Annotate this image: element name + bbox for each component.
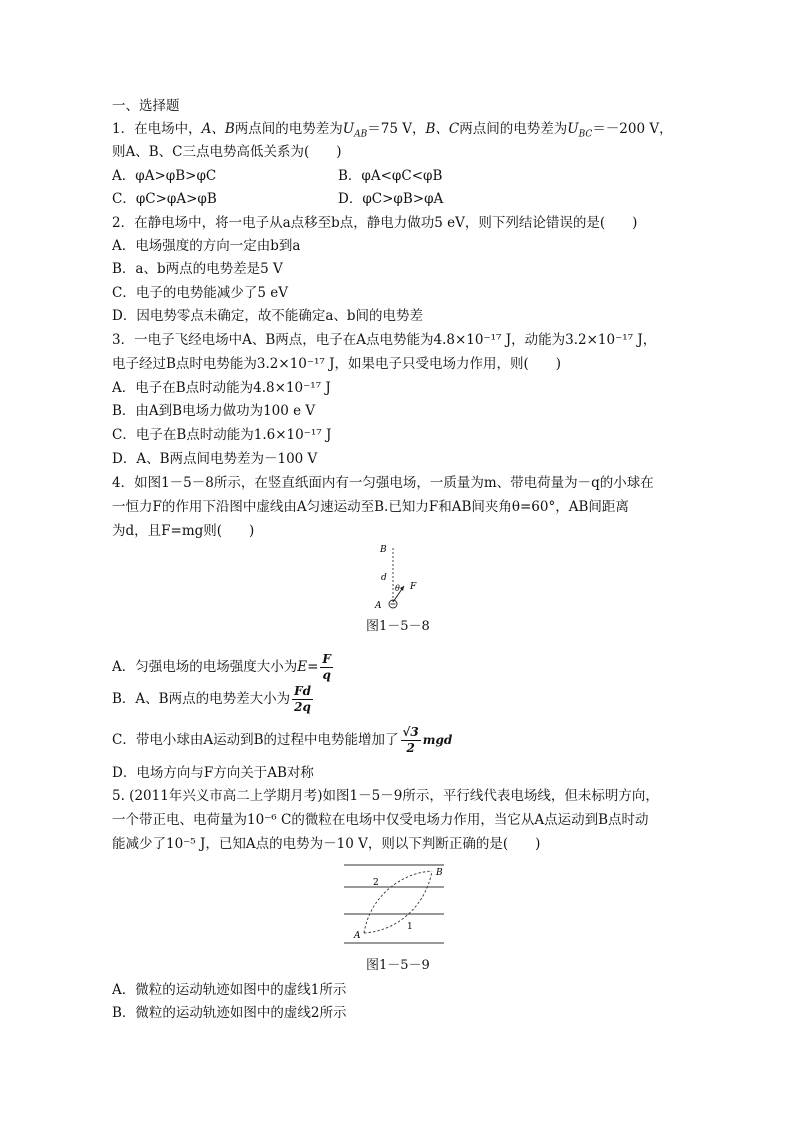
q1-option-b: B．φA<φC<φB bbox=[338, 168, 443, 184]
q4-option-d: D．电场方向与F方向关于AB对称 bbox=[112, 765, 314, 781]
figure-1-5-9 bbox=[340, 857, 450, 949]
q2-stem: 2．在静电场中，将一电子从a点移至b点，静电力做功5 eV，则下列结论错误的是( ) bbox=[112, 215, 638, 231]
q3-stem-line2: 电子经过B点时电势能为3.2×10⁻¹⁷ J，如果电子只受电场力作用，则( ) bbox=[112, 356, 562, 372]
q4-stem-line2: 一恒力F的作用下沿图中虚线由A匀速运动至B.已知力F和AB间夹角θ=60°，AB间距离 bbox=[112, 499, 629, 515]
fig9-label-2: 2 bbox=[373, 878, 379, 888]
q3-stem-line1: 3．一电子飞经电场中A、B两点，电子在A点电势能为4.8×10⁻¹⁷ J，动能为3.2×10⁻¹⁷ J， bbox=[112, 332, 657, 348]
q4-option-a: A．匀强电场的电场强度大小为E= $\frac{F}{q}$ bbox=[112, 652, 331, 682]
q2-option-b: B．a、b两点的电势差是5 V bbox=[112, 261, 283, 277]
q3-option-b: B．由A到B电场力做功为100 e V bbox=[112, 403, 316, 419]
q3-option-a: A．电子在B点时动能为4.8×10⁻¹⁷ J bbox=[112, 380, 331, 396]
q2-option-c: C．电子的电势能减少了5 eV bbox=[112, 285, 288, 301]
q1-option-c: C．φC>φA>φB bbox=[112, 191, 217, 207]
q4-c-fraction: $\frac{√3}{2}$ bbox=[402, 725, 419, 755]
figure-1-5-8 bbox=[368, 538, 428, 614]
q5-option-b: B．微粒的运动轨迹如图中的虚线2所示 bbox=[112, 1005, 347, 1021]
figure-1-5-9-caption: 图1－5－9 bbox=[366, 958, 430, 973]
q5-option-a: A．微粒的运动轨迹如图中的虚线1所示 bbox=[112, 982, 347, 998]
section-title: 一、选择题 bbox=[112, 98, 180, 114]
fig9-label-a: A bbox=[354, 931, 361, 941]
fig8-label-a: A bbox=[375, 601, 382, 611]
q4-b-fraction: $\frac{Fd}{2q}$ bbox=[294, 684, 312, 714]
q3-option-d: D．A、B两点间电势差为－100 V bbox=[112, 451, 318, 467]
q4-option-c: C．带电小球由A运动到B的过程中电势能增加了 $\frac{√3}{2}$ mgd bbox=[112, 725, 453, 755]
q1-option-d: D．φC>φB>φA bbox=[338, 191, 444, 207]
figure-1-5-8-caption: 图1－5－8 bbox=[366, 619, 430, 634]
q4-option-b: B．A、B两点的电势差大小为 $\frac{Fd}{2q}$ bbox=[112, 684, 312, 714]
q4-stem-line1: 4．如图1－5－8所示，在竖直纸面内有一匀强电场，一质量为m、带电荷量为－q的小球在 bbox=[112, 475, 654, 491]
fig8-label-b: B bbox=[380, 545, 387, 555]
q2-option-d: D．因电势零点未确定，故不能确定a、b间的电势差 bbox=[112, 308, 424, 324]
q1-option-a: A．φA>φB>φC bbox=[112, 168, 217, 184]
q5-stem-line1: 5. (2011年兴义市高二上学期月考)如图1－5－9所示，平行线代表电场线，但未标明方向， bbox=[112, 788, 659, 804]
q1-stem-line2: 则A、B、C三点电势高低关系为( ) bbox=[112, 144, 342, 160]
fig9-label-b: B bbox=[436, 868, 443, 878]
q2-option-a: A．电场强度的方向一定由b到a bbox=[112, 238, 301, 254]
q3-option-c: C．电子在B点时动能为1.6×10⁻¹⁷ J bbox=[112, 427, 332, 443]
q5-stem-line2: 一个带正电、电荷量为10⁻⁶ C的微粒在电场中仅受电场力作用，当它从A点运动到B点时动 bbox=[112, 812, 649, 828]
fig8-label-f: F bbox=[410, 582, 417, 592]
fig9-label-1: 1 bbox=[407, 922, 413, 932]
fig8-label-d: d bbox=[381, 573, 387, 583]
q4-stem-line3: 为d，且F=mg则( ) bbox=[112, 523, 255, 539]
fig8-label-theta: θ bbox=[395, 584, 400, 593]
q4-a-fraction: $\frac{F}{q}$ bbox=[322, 652, 331, 682]
q5-stem-line3: 能减少了10⁻⁵ J，已知A点的电势为－10 V，则以下判断正确的是( ) bbox=[112, 836, 541, 852]
q1-stem-line1: 1．在电场中，A、B两点间的电势差为$U_{AB}=75$ V，B、C两点间的电势差为$U_{BC}=-200$ V， bbox=[112, 121, 673, 140]
